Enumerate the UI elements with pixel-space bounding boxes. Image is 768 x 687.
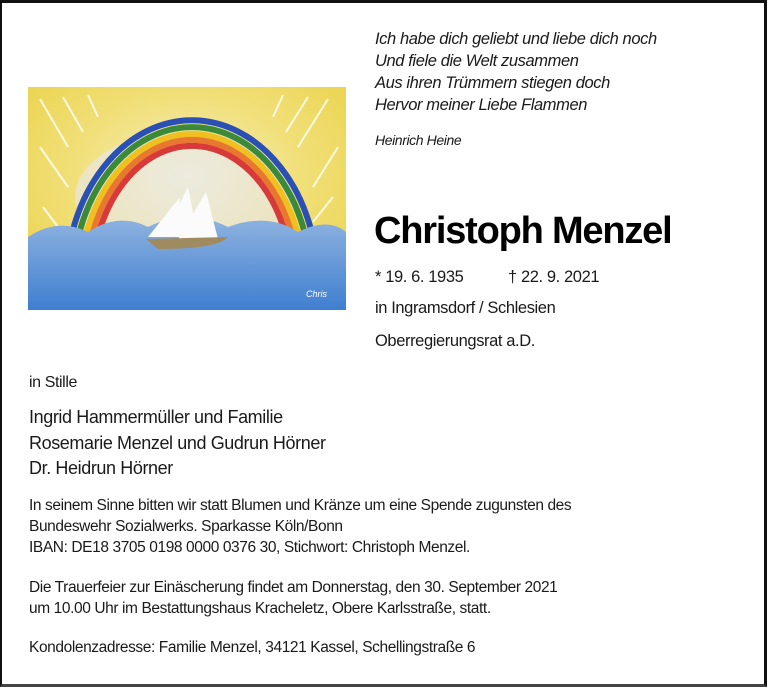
mourner-name: Ingrid Hammermüller und Familie [29, 407, 283, 427]
donation-iban: IBAN: DE18 3705 0198 0000 0376 30, Stichwort: Christoph Menzel. [29, 539, 470, 556]
poem-line: Aus ihren Trümmern stiegen doch [375, 74, 610, 92]
ceremony-line: Die Trauerfeier zur Einäscherung findet am Donnerstag, den 30. September 2021 [29, 579, 558, 596]
ceremony-line: um 10.00 Uhr im Bestattungshaus Kracheletz, Obere Karlsstraße, statt. [29, 600, 491, 617]
birth-date: * 19. 6. 1935 [375, 268, 464, 286]
mourners-intro: in Stille [29, 374, 77, 391]
poem-line: Ich habe dich geliebt und liebe dich noch [375, 30, 657, 48]
poem-line: Hervor meiner Liebe Flammen [375, 96, 588, 114]
deceased-name: Christoph Menzel [374, 210, 672, 252]
death-date: † 22. 9. 2021 [508, 268, 600, 286]
donation-line: In seinem Sinne bitten wir statt Blumen und Kränze um eine Spende zugunsten des [29, 497, 572, 514]
painting-signature: Chris [306, 289, 328, 299]
poem-line: Und fiele die Welt zusammen [375, 52, 579, 70]
condolence-address: Kondolenzadresse: Familie Menzel, 34121 Kassel, Schellingstraße 6 [29, 639, 476, 656]
mourner-name: Dr. Heidrun Hörner [29, 458, 173, 478]
deceased-title: Oberregierungsrat a.D. [375, 332, 535, 350]
birthplace: in Ingramsdorf / Schlesien [375, 299, 556, 317]
poem-author: Heinrich Heine [375, 132, 462, 148]
donation-line: Bundeswehr Sozialwerks. Sparkasse Köln/Bonn [29, 518, 343, 535]
mourner-name: Rosemarie Menzel und Gudrun Hörner [29, 433, 326, 453]
rainbow-ship-painting [28, 87, 346, 310]
